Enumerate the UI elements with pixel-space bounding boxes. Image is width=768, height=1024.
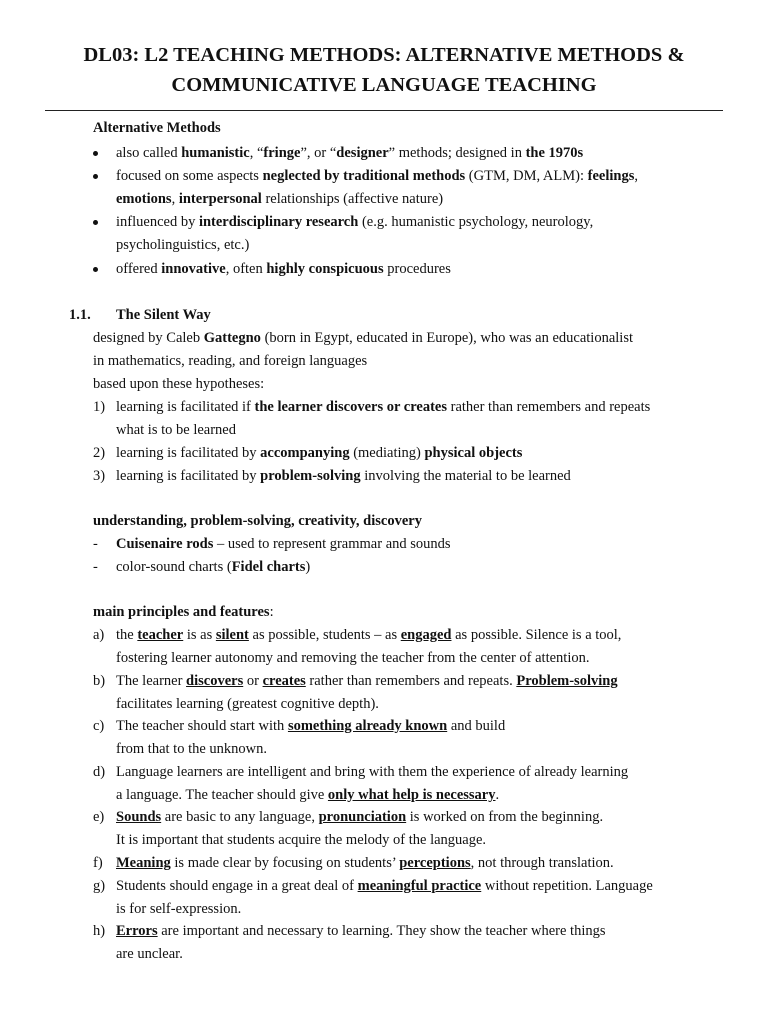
text-run: designer bbox=[336, 145, 389, 161]
silent-way-heading: The Silent Way bbox=[116, 307, 211, 323]
title-line-1: DL03: L2 TEACHING METHODS: ALTERNATIVE METHODS & bbox=[83, 44, 685, 66]
text-run: It is important that students acquire the melody of the language. bbox=[116, 832, 487, 848]
text-run: , not through translation. bbox=[470, 855, 614, 871]
text-run: the bbox=[116, 627, 138, 643]
text-run: discovers bbox=[186, 673, 244, 689]
principle-line bbox=[116, 625, 621, 645]
text-run: are important and necessary to learning. They show the teacher where things bbox=[157, 923, 606, 939]
bullet-icon bbox=[93, 151, 98, 156]
text-run: the 1970s bbox=[525, 145, 584, 161]
text-run: Gattegno bbox=[203, 330, 261, 346]
text-run: learning is facilitated by bbox=[116, 445, 261, 461]
text-run: interdisciplinary research bbox=[198, 214, 359, 230]
text-run: accompanying bbox=[260, 445, 350, 461]
text-run: – used to represent grammar and sounds bbox=[213, 536, 451, 552]
text-run: without repetition. Language bbox=[481, 878, 653, 894]
text-run: rather than remembers and repeats bbox=[446, 399, 651, 415]
text-run: teacher bbox=[137, 627, 184, 643]
hypothesis-line bbox=[116, 466, 571, 486]
principles-heading-line bbox=[93, 602, 274, 622]
text-run: perceptions bbox=[399, 855, 471, 871]
text-run: based upon these hypotheses: bbox=[93, 376, 265, 392]
alternative-methods-heading: Alternative Methods bbox=[93, 120, 221, 136]
principle-line bbox=[116, 762, 628, 782]
text-run: and build bbox=[447, 718, 506, 734]
text-run: something already known bbox=[287, 718, 448, 734]
text-run: also called bbox=[116, 145, 182, 161]
bullet-text-line bbox=[116, 166, 638, 186]
principle-line bbox=[116, 944, 183, 964]
text-run: Meaning bbox=[116, 855, 171, 871]
understanding-heading: understanding, problem-solving, creativity, discovery bbox=[93, 513, 422, 529]
title-divider bbox=[45, 110, 723, 111]
principle-line bbox=[116, 648, 589, 668]
text-run: psycholinguistics, etc.) bbox=[116, 237, 250, 253]
text-run: Sounds bbox=[116, 809, 162, 825]
principle-line bbox=[116, 694, 379, 714]
bullet-text-line bbox=[116, 235, 249, 255]
text-run: a language. The teacher should give bbox=[116, 787, 328, 803]
hypothesis-line bbox=[116, 443, 522, 463]
principle-line bbox=[116, 785, 499, 805]
dash-marker: - bbox=[93, 559, 98, 575]
intro-line bbox=[93, 328, 633, 348]
text-run: color-sound charts ( bbox=[116, 559, 232, 575]
text-run: The learner bbox=[116, 673, 187, 689]
text-run: learning is facilitated by bbox=[116, 468, 261, 484]
text-run: meaningful practice bbox=[357, 878, 482, 894]
intro-line bbox=[93, 374, 264, 394]
dash-marker: - bbox=[93, 536, 98, 552]
text-run: creates bbox=[262, 673, 306, 689]
text-run: is as bbox=[183, 627, 216, 643]
principle-marker: b) bbox=[93, 673, 106, 689]
text-run: (mediating) bbox=[349, 445, 425, 461]
text-run: , bbox=[171, 191, 179, 207]
principle-marker: g) bbox=[93, 878, 106, 894]
text-run: ”, or “ bbox=[300, 145, 337, 161]
principle-line bbox=[116, 899, 241, 919]
bullet-text-line bbox=[116, 143, 583, 163]
principle-line bbox=[116, 739, 267, 759]
text-run: innovative bbox=[161, 261, 226, 277]
principle-marker: h) bbox=[93, 923, 106, 939]
principle-marker: f) bbox=[93, 855, 103, 871]
text-run: offered bbox=[116, 261, 162, 277]
principle-marker: a) bbox=[93, 627, 105, 643]
text-run: fringe bbox=[263, 145, 301, 161]
text-run: designed by Caleb bbox=[93, 330, 204, 346]
tool-line bbox=[116, 557, 310, 577]
text-run: humanistic bbox=[181, 145, 250, 161]
text-run: Cuisenaire rods bbox=[116, 536, 214, 552]
bullet-text-line bbox=[116, 212, 593, 232]
intro-line bbox=[93, 351, 367, 371]
text-run: Students should engage in a great deal of bbox=[116, 878, 358, 894]
principle-marker: c) bbox=[93, 718, 105, 734]
text-run: highly conspicuous bbox=[266, 261, 384, 277]
text-run: engaged bbox=[400, 627, 452, 643]
text-run: silent bbox=[215, 627, 249, 643]
text-run: is made clear by focusing on students’ bbox=[170, 855, 400, 871]
text-run: ” methods; designed in bbox=[388, 145, 526, 161]
text-run: as possible. Silence is a tool, bbox=[451, 627, 622, 643]
principle-line bbox=[116, 876, 653, 896]
text-run: feelings bbox=[587, 168, 635, 184]
text-run: neglected by traditional methods bbox=[262, 168, 466, 184]
principle-line bbox=[116, 921, 606, 941]
principle-marker: e) bbox=[93, 809, 105, 825]
text-run: what is to be learned bbox=[116, 422, 236, 438]
text-run: procedures bbox=[383, 261, 451, 277]
text-run: (GTM, DM, ALM): bbox=[465, 168, 588, 184]
principle-line bbox=[116, 671, 618, 691]
title-line-2: COMMUNICATIVE LANGUAGE TEACHING bbox=[171, 74, 597, 96]
text-run: as possible, students – as bbox=[248, 627, 401, 643]
text-run: only what help is necessary bbox=[327, 787, 496, 803]
hypothesis-marker: 3) bbox=[93, 468, 106, 484]
text-run: ) bbox=[305, 559, 311, 575]
tool-line bbox=[116, 534, 451, 554]
text-run: problem-solving bbox=[260, 468, 361, 484]
text-run: learning is facilitated if bbox=[116, 399, 255, 415]
document-title bbox=[20, 40, 748, 100]
text-run: Fidel charts bbox=[231, 559, 306, 575]
text-run: emotions bbox=[116, 191, 172, 207]
text-run: is worked on from the beginning. bbox=[406, 809, 604, 825]
text-run: are basic to any language, bbox=[161, 809, 319, 825]
text-run: physical objects bbox=[424, 445, 523, 461]
hypothesis-line bbox=[116, 397, 650, 417]
text-run: or bbox=[243, 673, 263, 689]
bullet-icon bbox=[93, 267, 98, 272]
text-run: focused on some aspects bbox=[116, 168, 263, 184]
text-run: in mathematics, reading, and foreign languages bbox=[93, 353, 368, 369]
text-run: Problem-solving bbox=[516, 673, 618, 689]
principle-line bbox=[116, 807, 603, 827]
principles-colon: : bbox=[269, 604, 274, 620]
bullet-text-line bbox=[116, 189, 443, 209]
text-run: from that to the unknown. bbox=[116, 741, 268, 757]
text-run: the learner discovers or creates bbox=[254, 399, 447, 415]
text-run: The teacher should start with bbox=[116, 718, 288, 734]
text-run: pronunciation bbox=[318, 809, 407, 825]
text-run: is for self-expression. bbox=[116, 901, 242, 917]
principle-line bbox=[116, 830, 486, 850]
text-run: fostering learner autonomy and removing the teacher from the center of attention. bbox=[116, 650, 590, 666]
text-run: rather than remembers and repeats. bbox=[305, 673, 517, 689]
hypothesis-line bbox=[116, 420, 236, 440]
bullet-text-line bbox=[116, 259, 451, 279]
section-number: 1.1. bbox=[69, 307, 91, 323]
text-run: are unclear. bbox=[116, 946, 183, 962]
text-run: Errors bbox=[116, 923, 158, 939]
text-run: (born in Egypt, educated in Europe), who was an educationalist bbox=[260, 330, 633, 346]
text-run: influenced by bbox=[116, 214, 199, 230]
hypothesis-marker: 1) bbox=[93, 399, 106, 415]
text-run: facilitates learning (greatest cognitive depth). bbox=[116, 696, 379, 712]
text-run: Language learners are intelligent and bring with them the experience of already learning bbox=[116, 764, 629, 780]
text-run: relationships (affective nature) bbox=[261, 191, 444, 207]
text-run: . bbox=[495, 787, 500, 803]
text-run: interpersonal bbox=[178, 191, 262, 207]
bullet-icon bbox=[93, 220, 98, 225]
text-run: , bbox=[634, 168, 638, 184]
principle-line bbox=[116, 716, 505, 736]
text-run: involving the material to be learned bbox=[360, 468, 571, 484]
principle-line bbox=[116, 853, 614, 873]
text-run: , often bbox=[225, 261, 267, 277]
principle-marker: d) bbox=[93, 764, 106, 780]
bullet-icon bbox=[93, 174, 98, 179]
hypothesis-marker: 2) bbox=[93, 445, 106, 461]
principles-heading: main principles and features bbox=[93, 604, 270, 620]
text-run: (e.g. humanistic psychology, neurology, bbox=[358, 214, 594, 230]
text-run: , “ bbox=[249, 145, 264, 161]
